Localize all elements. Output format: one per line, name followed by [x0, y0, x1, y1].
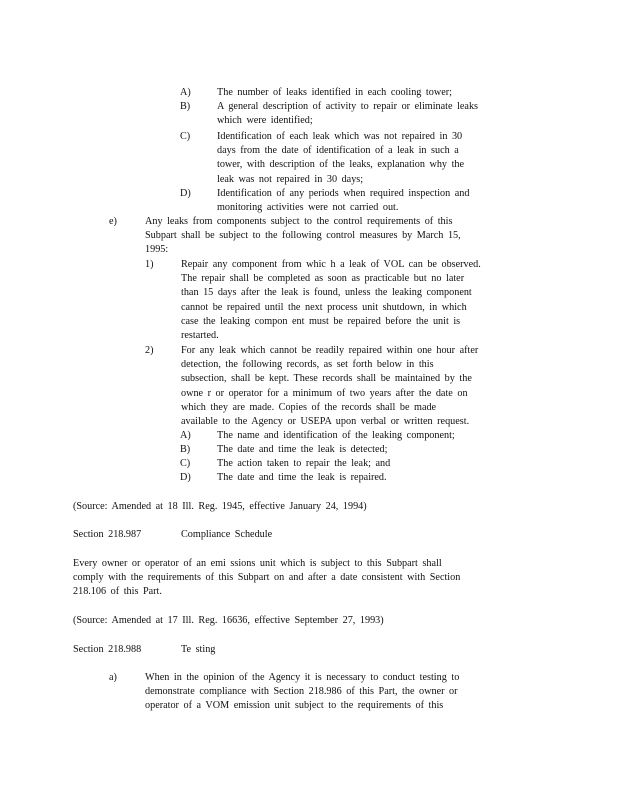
list-label: B)	[180, 101, 191, 112]
paragraph: For any leak which cannot be readily repaired within one hour after detection, the following records, as set forth below in this subsection, shall be kept. These records shall be maintained by the owne r or operator for a minimum of two years after the date on which they are made. Copies of the records shall be made available to the Agency or USEPA upon verbal or written request.	[181, 345, 479, 428]
section-number: Section 218.988	[73, 644, 142, 655]
source-note: (Source: Amended at 17 Ill. Reg. 16636, effective September 27, 1993)	[73, 615, 384, 626]
list-label: B)	[180, 444, 191, 455]
list-item-text: The action taken to repair the leak; and	[217, 458, 391, 469]
list-label: D)	[180, 188, 191, 199]
list-label: a)	[109, 672, 117, 683]
list-label: 1)	[145, 259, 154, 270]
list-label: e)	[109, 216, 117, 227]
list-label: A)	[180, 87, 191, 98]
list-label: 2)	[145, 345, 154, 356]
list-label: C)	[180, 458, 191, 469]
list-item-text: Identification of each leak which was not repaired in 30 days from the date of identification of a leak in such a tower, with description of the leaks, explanation why the leak was not repaired in 30 days;	[217, 131, 465, 185]
list-item-text: The name and identification of the leaking component;	[217, 430, 455, 441]
list-label: D)	[180, 472, 191, 483]
section-title: Compliance Schedule	[181, 529, 273, 540]
list-label: C)	[180, 131, 191, 142]
list-item-text: The number of leaks identified in each cooling tower;	[217, 87, 452, 98]
list-item-text: The date and time the leak is repaired.	[217, 472, 387, 483]
list-item-text: Identification of any periods when required inspection and monitoring activities were not carried out.	[217, 188, 470, 214]
list-item-text: A general description of activity to repair or eliminate leaks which were identified;	[217, 101, 478, 127]
paragraph: Every owner or operator of an emi ssions unit which is subject to this Subpart shall comply with the requirements of this Subpart on and after a date consistent with Section 218.106 of this Part.	[73, 558, 461, 598]
list-label: A)	[180, 430, 191, 441]
section-title: Te sting	[181, 644, 216, 655]
list-item-text: The date and time the leak is detected;	[217, 444, 388, 455]
paragraph: Any leaks from components subject to the control requirements of this Subpart shall be subject to the following control measures by March 15, 1995:	[145, 216, 461, 256]
paragraph: Repair any component from whic h a leak of VOL can be observed. The repair shall be completed as soon as practicable but no later than 15 days after the leak is found, unless the leaking component cannot be repaired until the next process unit shutdown, in which case the leaking compon ent must be repaired before the unit is restarted.	[181, 259, 481, 342]
paragraph: When in the opinion of the Agency it is necessary to conduct testing to demonstrate compliance with Section 218.986 of this Part, the owner or operator of a VOM emission unit subject to the requirements of this	[145, 672, 460, 712]
section-number: Section 218.987	[73, 529, 142, 540]
source-note: (Source: Amended at 18 Ill. Reg. 1945, effective January 24, 1994)	[73, 501, 367, 512]
